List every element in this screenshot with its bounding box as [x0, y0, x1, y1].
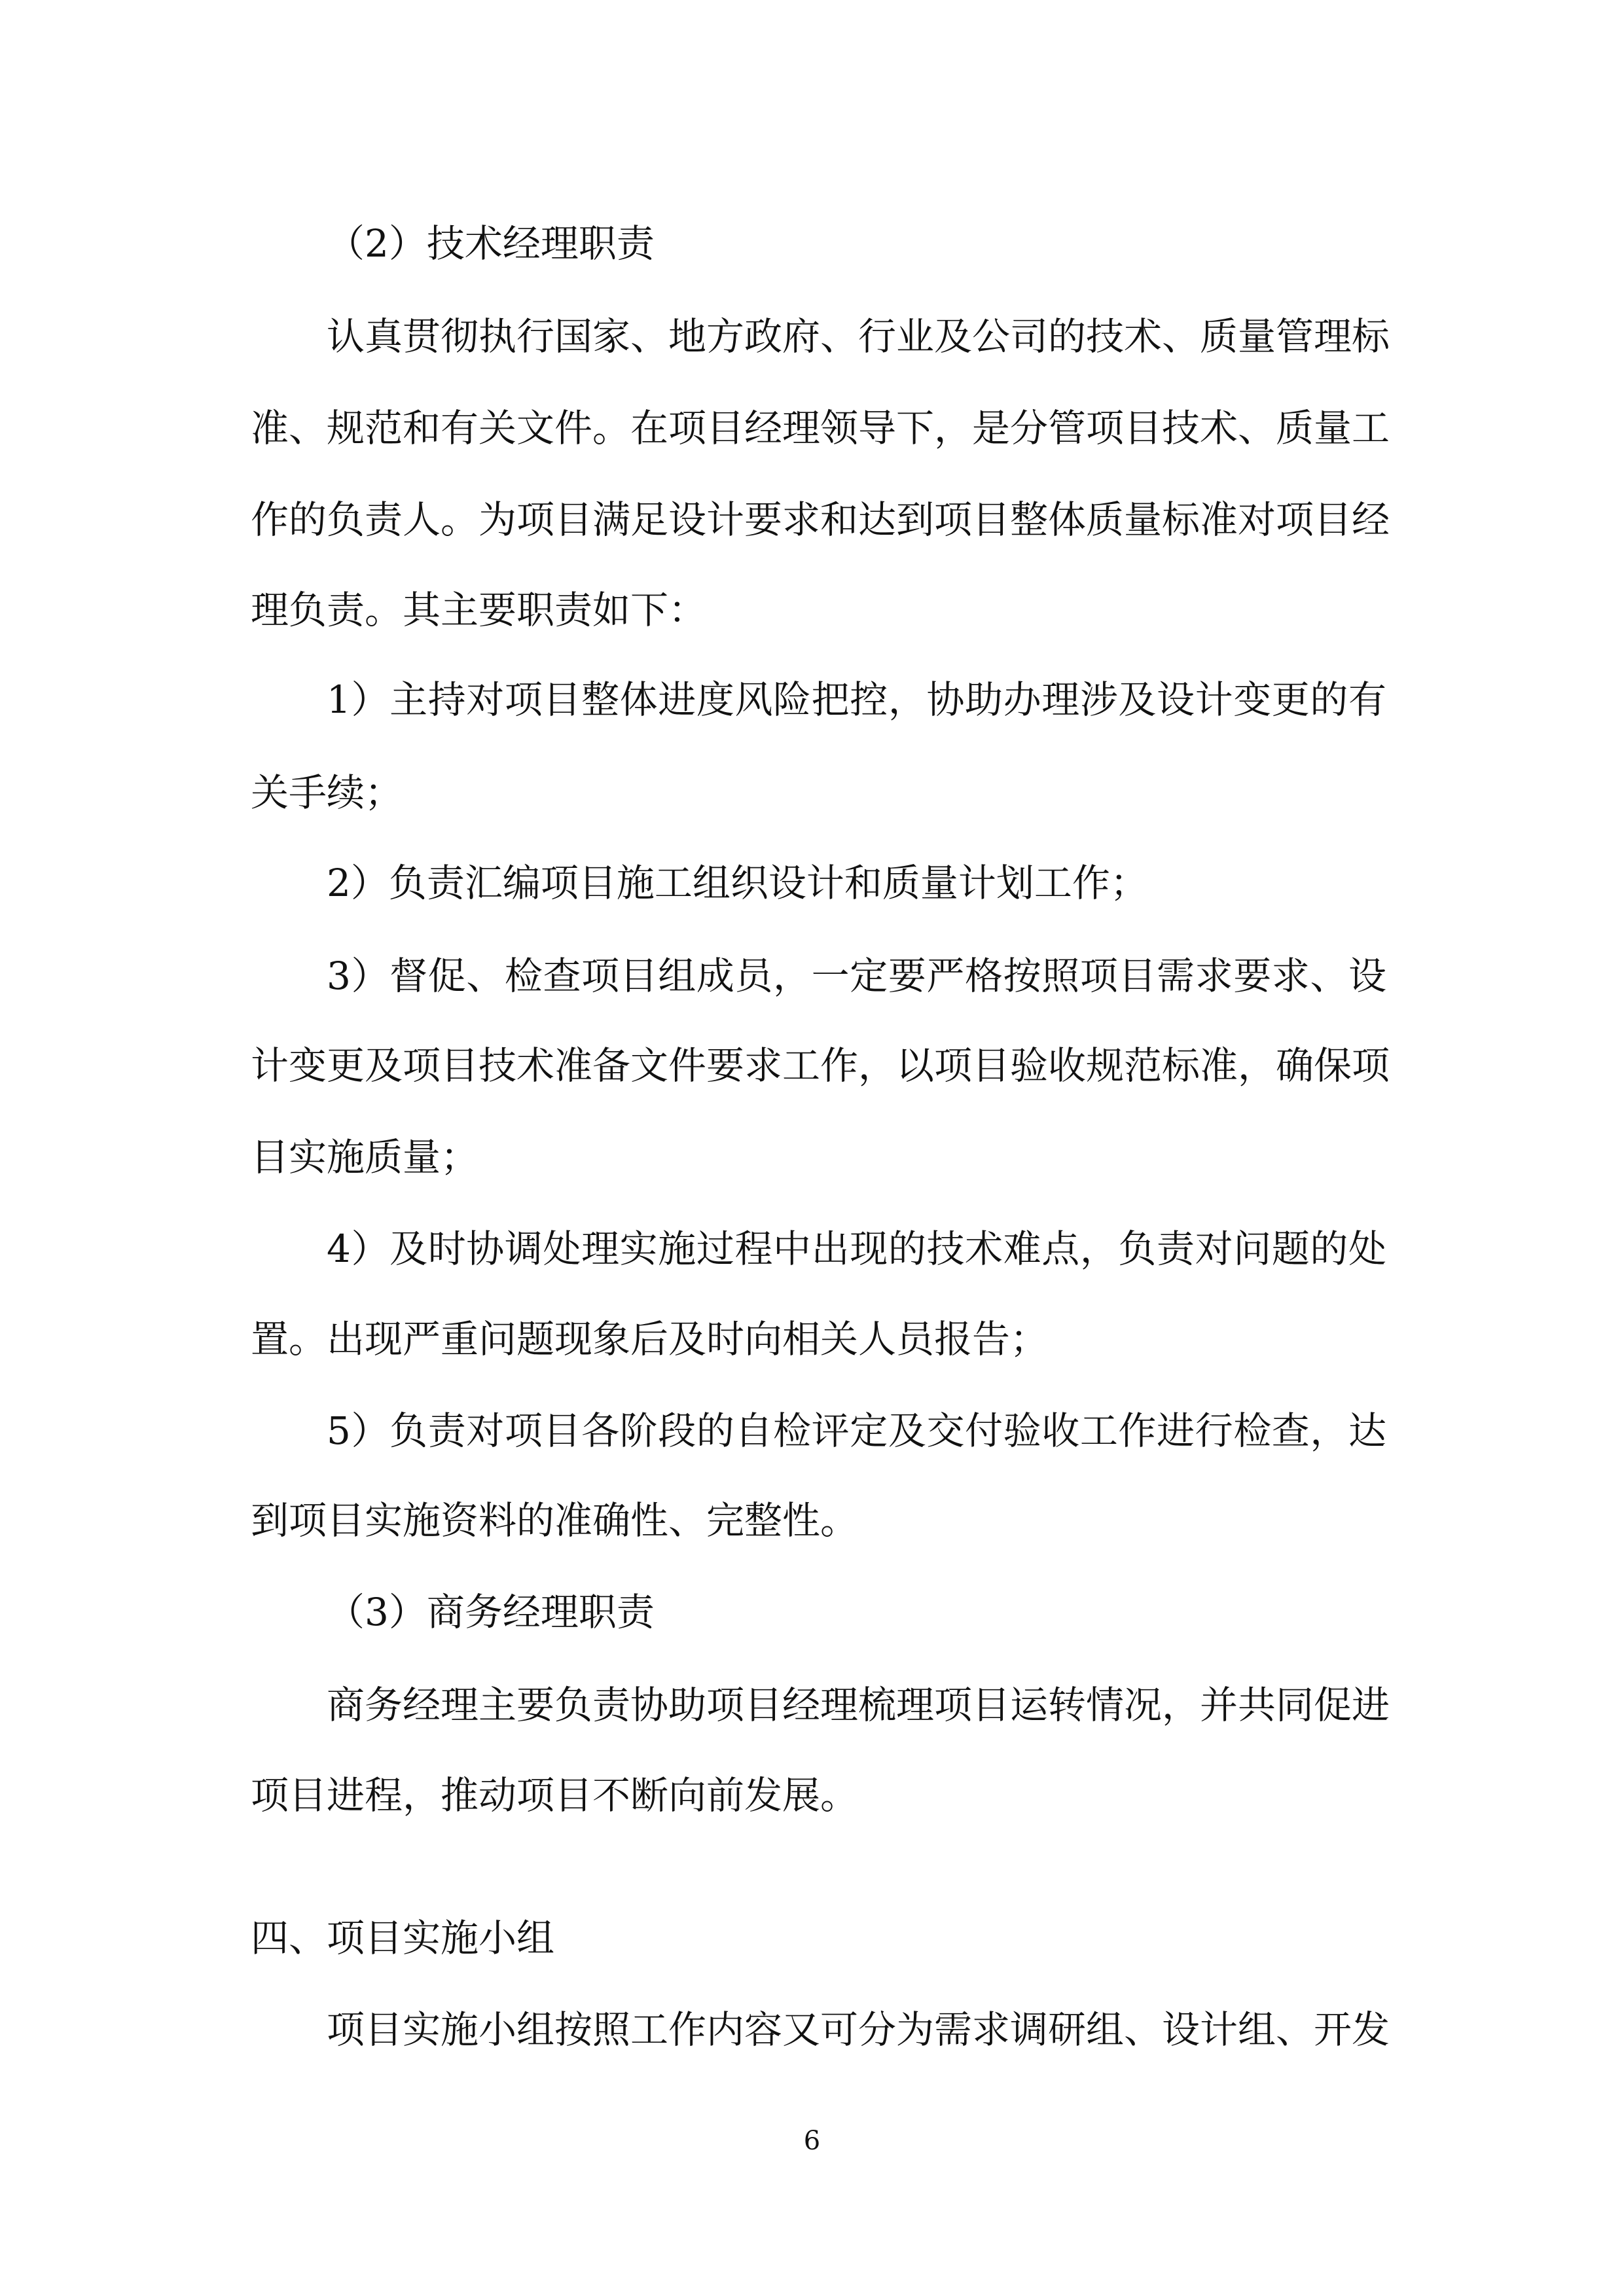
- list-item-3-line: 3）督促、检查项目组成员，一定要严格按照项目需求要求、设: [327, 954, 1386, 998]
- list-item-3-line: 计变更及项目技术准备文件要求工作，以项目验收规范标准，确保项: [251, 1043, 1390, 1088]
- list-item-1-line: 关手续；: [251, 770, 403, 815]
- paragraph-line: 项目实施小组按照工作内容又可分为需求调研组、设计组、开发: [327, 2007, 1390, 2052]
- list-item-5-line: 5）负责对项目各阶段的自检评定及交付验收工作进行检查，达: [327, 1408, 1386, 1453]
- paragraph-line: 商务经理主要负责协助项目经理梳理项目运转情况，并共同促进: [327, 1683, 1390, 1727]
- list-item-2-line: 2）负责汇编项目施工组织设计和质量计划工作；: [327, 861, 1148, 905]
- paragraph-line: 项目进程，推动项目不断向前发展。: [251, 1773, 859, 1818]
- list-item-1-line: 1）主持对项目整体进度风险把控，协助办理涉及设计变更的有: [327, 677, 1386, 722]
- section-heading-tech-manager: （2）技术经理职责: [327, 221, 655, 266]
- paragraph-line: 作的负责人。为项目满足设计要求和达到项目整体质量标准对项目经: [251, 497, 1390, 542]
- page-number: 6: [803, 2126, 821, 2156]
- section-heading-business-manager: （3）商务经理职责: [327, 1590, 655, 1634]
- list-item-3-line: 目实施质量；: [251, 1135, 479, 1179]
- paragraph-line: 理负责。其主要职责如下：: [251, 588, 707, 632]
- list-item-4-line: 4）及时协调处理实施过程中出现的技术难点，负责对问题的处: [327, 1227, 1386, 1271]
- list-item-4-line: 置。出现严重问题现象后及时向相关人员报告；: [251, 1317, 1049, 1361]
- list-item-5-line: 到项目实施资料的准确性、完整性。: [251, 1498, 859, 1543]
- paragraph-line: 准、规范和有关文件。在项目经理领导下，是分管项目技术、质量工: [251, 406, 1390, 450]
- section-heading-implementation-team: 四、项目实施小组: [251, 1916, 555, 1960]
- paragraph-line: 认真贯彻执行国家、地方政府、行业及公司的技术、质量管理标: [327, 314, 1390, 359]
